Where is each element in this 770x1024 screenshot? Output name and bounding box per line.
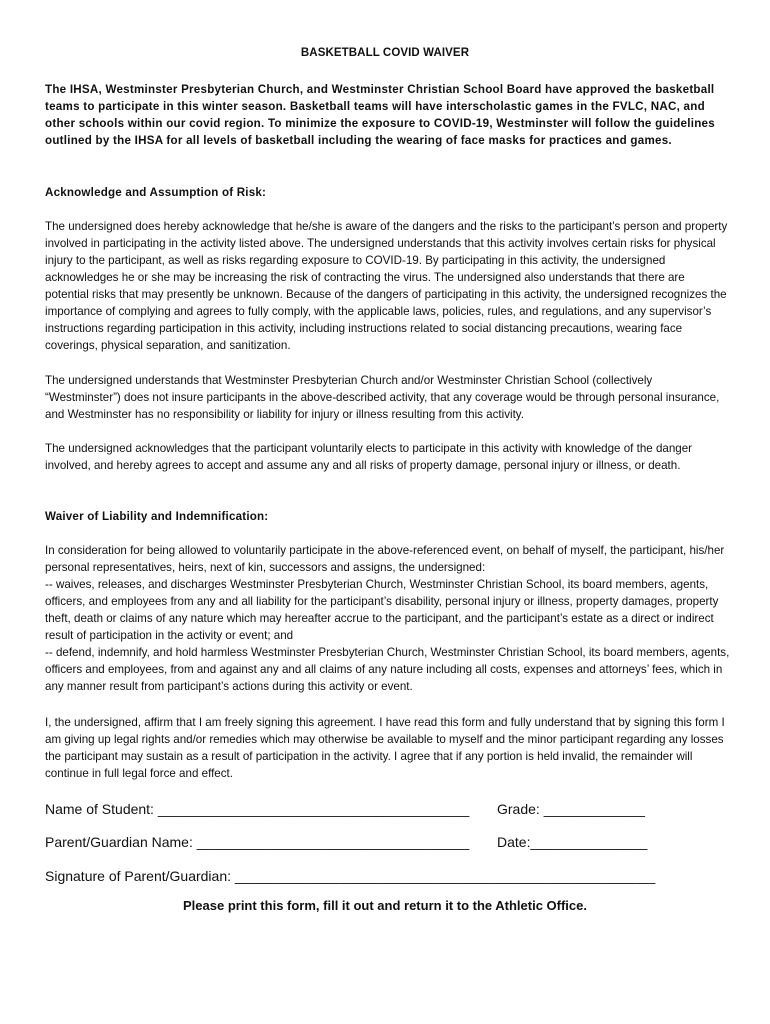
risk-paragraph-3: The undersigned acknowledges that the participant voluntarily elects to participate in this activity with knowledge of the danger involved, and hereby agrees to accept and assume any and all risks of property damage, personal injury or illness, or death. [45,442,693,472]
document-title: BASKETBALL COVID WAIVER [300,47,470,59]
waiver-intro-text: In consideration for being allowed to voluntarily participate in the above-referenced event, on behalf of myself, the participant, his/her personal representatives, heirs, next of kin, successors and assigns, the undersigned: [45,544,725,574]
section-heading-risk: Acknowledge and Assumption of Risk: [45,186,267,199]
section-heading-waiver: Waiver of Liability and Indemnification: [45,510,269,523]
grade-field: Grade: _____________ [497,801,645,817]
risk-paragraph-2: The undersigned understands that Westminster Presbyterian Church and/or Westminster Christian School (collectively “Westminster”) does not insure participants in the above-described activity, that any coverage would be through personal insurance, and Westminster has no responsibility or liability for injury or illness resulting from this activity. [45,374,720,421]
student-name-field: Name of Student: ________________________________________ [45,801,470,817]
waiver-item-release: -- waives, releases, and discharges Westminster Presbyterian Church, Westminster Christian School, its board members, agents, officers, and employees from any and all liability for the participant’s disability, personal injury or illness, property damages, property theft, death or claims of any nature which may hereafter accrue to the participant, and the participant’s estate as a direct or indirect result of participation in the activity or event; and [45,578,719,642]
waiver-paragraph-1 [45,542,730,695]
signature-field: Signature of Parent/Guardian: ______________________________________________________ [45,868,656,884]
risk-paragraph-1: The undersigned does hereby acknowledge that he/she is aware of the dangers and the risks to the participant’s person and property involved in participating in the activity listed above. The undersigned understands that this activity involves certain risks for physical injury to the participant, as well as risks regarding exposure to COVID-19. By participating in this activity, the undersigned acknowledges he or she may be increasing the risk of contracting the virus. The undersigned also understands that there are potential risks that may presently be unknown. Because of the dangers of participating in this activity, the undersigned recognizes the importance of complying and agrees to fully comply, with the applicable laws, policies, rules, and regulations, and any supervisor’s instructions regarding participation in this activity, including instructions related to social distancing precautions, wearing face coverings, physical separation, and sanitization. [45,220,728,352]
parent-name-field: Parent/Guardian Name: ___________________________________ [45,834,470,850]
intro-paragraph: The IHSA, Westminster Presbyterian Church, and Westminster Christian School Board have approved the basketball teams to participate in this winter season. Basketball teams will have interscholastic games in the FVLC, NAC, and other schools within our covid region. To minimize the exposure to COVID-19, Westminster will follow the guidelines outlined by the IHSA for all levels of basketball including the wearing of face masks for practices and games. [45,83,715,147]
return-instructions: Please print this form, fill it out and return it to the Athletic Office. [183,898,587,913]
waiver-item-indemnify: -- defend, indemnify, and hold harmless Westminster Presbyterian Church, Westminster Christian School, its board members, agents, officers and employees, from and against any and all claims of any nature including all costs, expenses and attorneys’ fees, which in any manner result from participant’s actions during this activity or event. [45,646,730,693]
affirmation-paragraph: I, the undersigned, affirm that I am freely signing this agreement. I have read this form and fully understand that by signing this form I am giving up legal rights and/or remedies which may otherwise be available to myself and the minor participant regarding any losses the participant may sustain as a result of participation in the activity. I agree that if any portion is held invalid, the remainder will continue in full legal force and effect. [45,716,725,780]
date-field: Date:_______________ [497,834,648,850]
